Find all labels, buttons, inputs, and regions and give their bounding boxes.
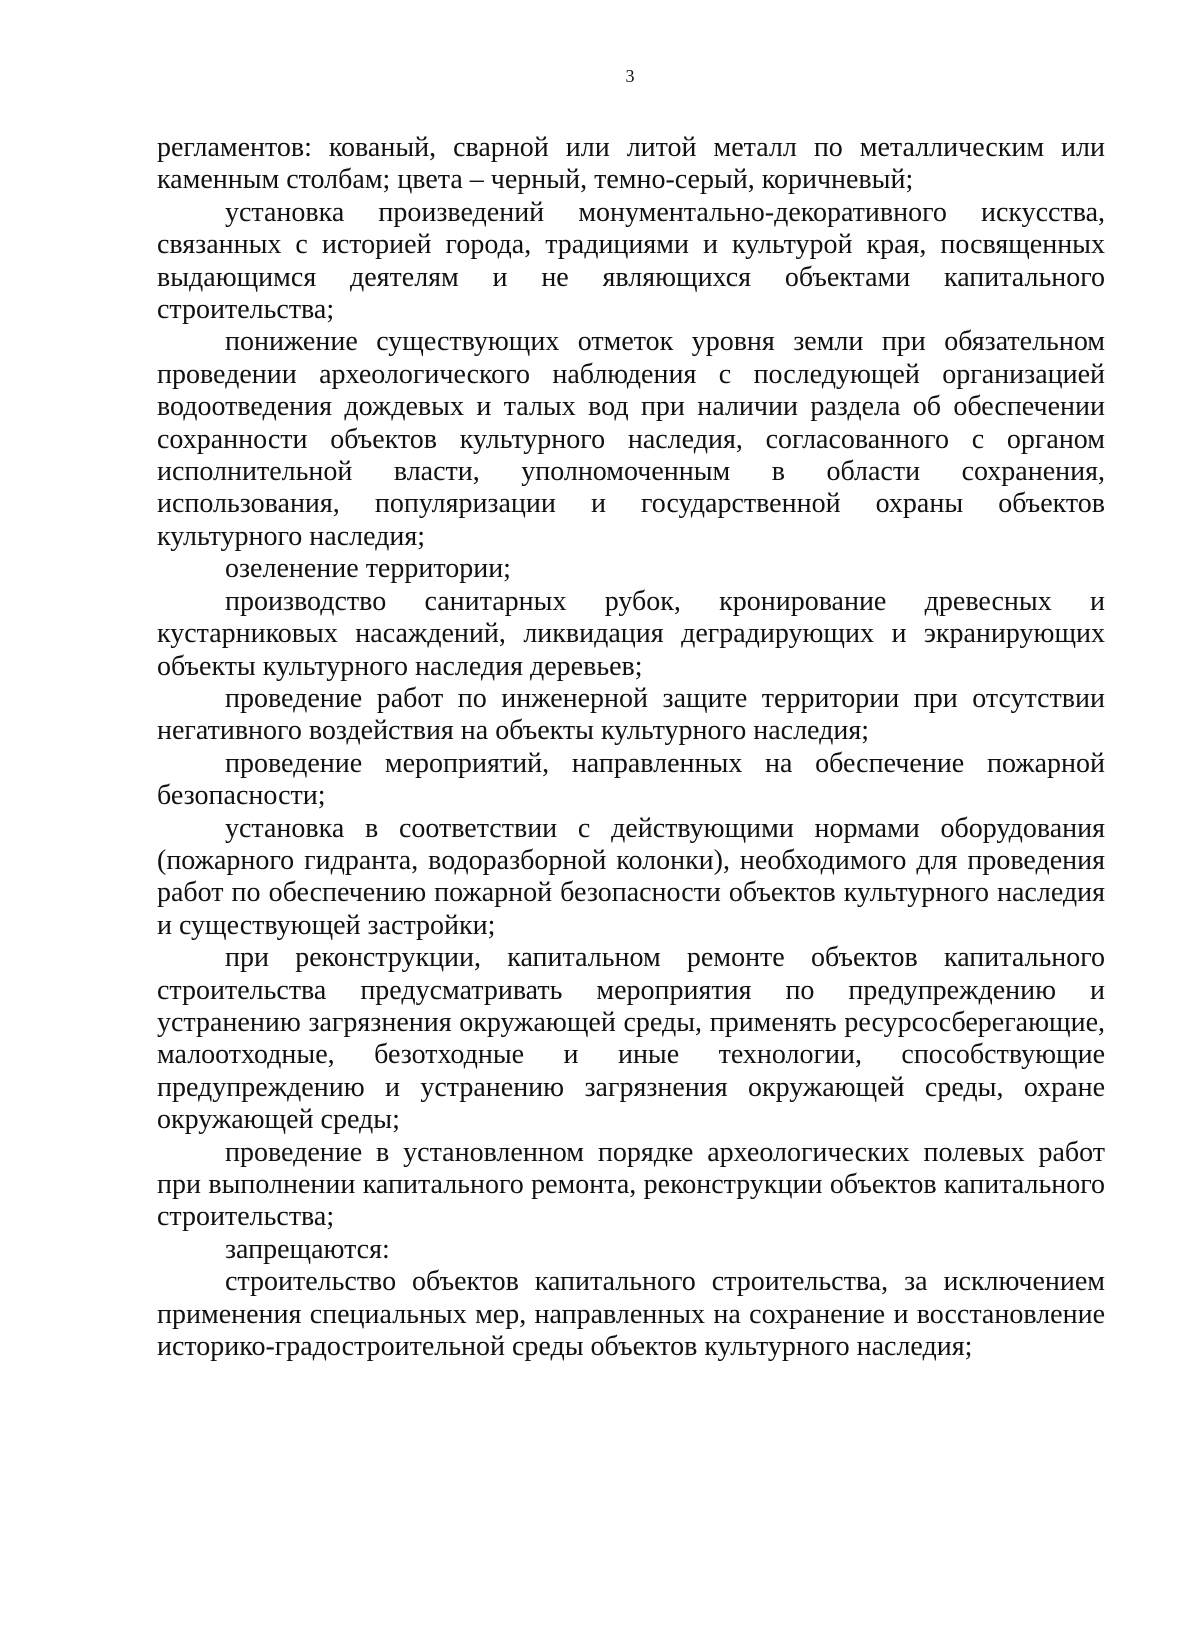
- paragraph-monumental-art: установка произведений монументально-декоративного искусства, связанных с историей города, традициями и культурой края, посвященных выдающимся деятелям и не являющихся объектами капитального строительства;: [157, 196, 1105, 326]
- page-number: 3: [625, 66, 635, 86]
- paragraph-landscaping: озеленение территории;: [225, 553, 511, 585]
- paragraph-archaeology: проведение в установленном порядке археологических полевых работ при выполнении капитального ремонта, реконструкции объектов капитального строительства;: [157, 1136, 1105, 1233]
- paragraph-reconstruction: при реконструкции, капитальном ремонте объектов капитального строительства предусматривать мероприятия по предупреждению и устранению загрязнения окружающей среды, применять ресурсосберегающие, малоотходные, безотходные и иные технологии, способствующие предупреждению и устранению загрязнения окружающей среды, охране окружающей среды;: [157, 942, 1105, 1136]
- paragraph-prohibited-heading: запрещаются:: [225, 1233, 390, 1265]
- paragraph-continuation: регламентов: кованый, сварной или литой металл по металлическим или каменным столбам; цвета – черный, темно-серый, коричневый;: [157, 132, 1105, 196]
- document-body: [157, 132, 1105, 1363]
- paragraph-ground-level: понижение существующих отметок уровня земли при обязательном проведении археологического наблюдения с последующей организацией водоотведения дождевых и талых вод при наличии раздела об обеспечении сохранности объектов культурного наследия, согласованного с органом исполнительной власти, уполномоченным в области сохранения, использования, популяризации и государственной охраны объектов культурного наследия;: [157, 326, 1105, 552]
- paragraph-fire-equipment: установка в соответствии с действующими нормами оборудования (пожарного гидранта, водоразборной колонки), необходимого для проведения работ по обеспечению пожарной безопасности объектов культурного наследия и существующей застройки;: [157, 812, 1105, 941]
- paragraph-construction-prohibition: строительство объектов капитального строительства, за исключением применения специальных мер, направленных на сохранение и восстановление историко-градостроительной среды объектов культурного наследия;: [157, 1266, 1105, 1363]
- paragraph-engineering-protection: проведение работ по инженерной защите территории при отсутствии негативного воздействия на объекты культурного наследия;: [157, 682, 1105, 747]
- paragraph-sanitary-felling: производство санитарных рубок, кронирование древесных и кустарниковых насаждений, ликвидация деградирующих и экранирующих объекты культурного наследия деревьев;: [157, 585, 1105, 682]
- paragraph-fire-safety: проведение мероприятий, направленных на обеспечение пожарной безопасности;: [157, 747, 1105, 812]
